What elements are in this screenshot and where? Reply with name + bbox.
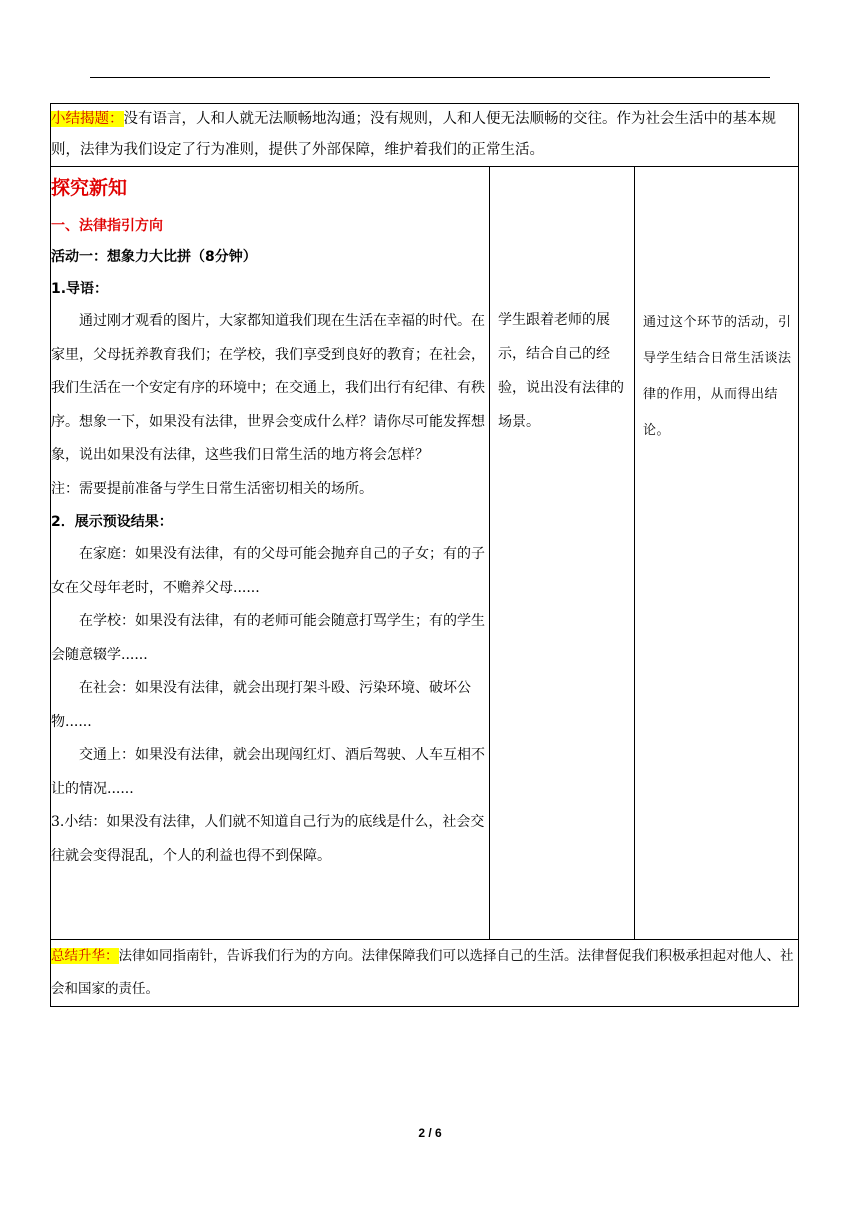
result-traffic: 交通上：如果没有法律，就会出现闯红灯、酒后驾驶、人车互相不让的情况...... <box>51 747 485 797</box>
section-title: 探究新知 <box>51 177 128 199</box>
design-intent-text: 通过这个环节的活动，引导学生结合日常生活谈法律的作用，从而得出结论。 <box>643 315 792 438</box>
summary-bottom-label: 总结升华： <box>51 948 119 964</box>
intro-heading: 1.导语： <box>51 281 109 297</box>
results-heading: 2．展示预设结果： <box>51 514 173 530</box>
student-activity-text: 学生跟着老师的展示，结合自己的经验，说出没有法律的场景。 <box>498 312 624 430</box>
note-paragraph: 注：需要提前准备与学生日常生活密切相关的场所。 <box>51 480 373 497</box>
summary-bottom-cell <box>51 940 799 1007</box>
main-row <box>51 167 799 940</box>
result-school: 在学校：如果没有法律，有的老师可能会随意打骂学生；有的学生会随意辍学...... <box>51 613 485 663</box>
page-number: 2 / 6 <box>418 1126 442 1140</box>
header-rule <box>90 77 770 78</box>
result-society: 在社会：如果没有法律，就会出现打架斗殴、污染环境、破坏公物...... <box>51 680 471 730</box>
result-family: 在家庭：如果没有法律，有的父母可能会抛弃自己的子女；有的子女在父母年老时，不赡养父母...... <box>51 546 485 596</box>
student-activity-cell <box>490 167 635 940</box>
summary-top-row <box>51 104 799 167</box>
lesson-table <box>50 103 799 1007</box>
summary-bottom-row <box>51 940 799 1007</box>
summary-top-text: 没有语言，人和人就无法顺畅地沟通；没有规则，人和人便无法顺畅的交往。作为社会生活中的基本规则，法律为我们设定了行为准则，提供了外部保障，维护着我们的正常生活。 <box>51 111 776 158</box>
summary-top-label: 小结揭题： <box>51 111 124 127</box>
summary-bottom-text: 法律如同指南针，告诉我们行为的方向。法律保障我们可以选择自己的生活。法律督促我们积极承担起对他人、社会和国家的责任。 <box>51 948 794 997</box>
activity-title: 活动一：想象力大比拼（8分钟） <box>51 249 257 265</box>
teaching-content-cell <box>51 167 490 940</box>
subsection-title: 一、法律指引方向 <box>51 218 163 234</box>
intro-paragraph: 通过刚才观看的图片，大家都知道我们现在生活在幸福的时代。在家里，父母抚养教育我们；在学校，我们享受到良好的教育；在社会，我们生活在一个安定有序的环境中；在交通上，我们出行有纪律、有秩序。想象一下，如果没有法律，世界会变成什么样？请你尽可能发挥想象，说出如果没有法律，这些我们日常生活的地方将会怎样？ <box>51 313 485 463</box>
conclusion-paragraph: 3.小结：如果没有法律，人们就不知道自己行为的底线是什么，社会交往就会变得混乱，个人的利益也得不到保障。 <box>51 814 485 864</box>
design-intent-cell <box>635 167 799 940</box>
summary-top-cell <box>51 104 799 167</box>
